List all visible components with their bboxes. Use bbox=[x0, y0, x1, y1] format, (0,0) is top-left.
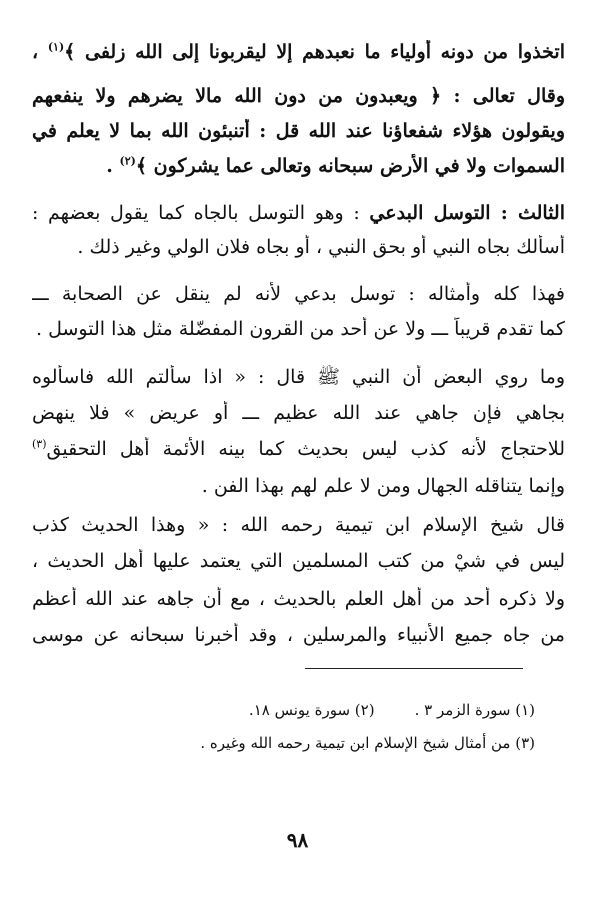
text-line: وما روي البعض أن النبي ﷺ قال : « اذا سألتم الله فاسألوه bbox=[32, 366, 565, 388]
text-line: وإنما يتناقله الجهال ومن لا علم لهم بهذا الفن . bbox=[201, 475, 565, 497]
text-line: ويقولون هؤلاء شفعاؤنا عند الله قل : أتنبئون الله بما لا يعلم في bbox=[32, 120, 565, 142]
text-line: كما تقدم قريباً ـــ ولا عن أحد من القرون المفضّلة مثل هذا التوسل . bbox=[36, 318, 565, 340]
text-line: بجاهي فإن جاهي عند الله عظيم ـــ أو عريض » فلا ينهض bbox=[32, 402, 565, 424]
section-heading: الثالث : التوسل البدعي bbox=[369, 202, 565, 224]
text-line: ولا ذكره أحد من أهل العلم بالحديث ، مع أن جاهه عند الله أعظم bbox=[32, 588, 565, 610]
footnote-separator bbox=[305, 668, 523, 669]
text-line: من جاه جميع الأنبياء والمرسلين ، وقد أخبرنا سبحانه عن موسى bbox=[32, 624, 565, 646]
text-line: وقال تعالى : ﴿ ويعبدون من دون الله مالا يضرهم ولا ينفعهم bbox=[32, 85, 565, 107]
text-line: فهذا كله وأمثاله : توسل بدعي لأنه لم ينقل عن الصحابة ـــ bbox=[32, 283, 565, 305]
page-number: ٩٨ bbox=[286, 828, 309, 852]
text-line: للاحتجاج لأنه كذب ليس بحديث كما بينه الأئمة أهل التحقيق$^{(٣)}$ bbox=[32, 437, 565, 460]
footnote: (٣) من أمثال شيخ الإسلام ابن تيمية رحمه الله وغيره . bbox=[200, 734, 535, 752]
footnote: (١) سورة الزمر ٣ .(٢) سورة يونس ١٨. bbox=[248, 701, 535, 719]
text-line: الثالث : التوسل البدعي : وهو التوسل بالجاه كما يقول بعضهم : bbox=[32, 202, 565, 224]
text-line: أسألك بجاه النبي أو بحق النبي ، أو بجاه فلان الولي وغير ذلك . bbox=[77, 236, 565, 258]
text-line: قال شيخ الإسلام ابن تيمية رحمه الله : « وهذا الحديث كذب bbox=[32, 514, 565, 536]
text-line: السموات ولا في الأرض سبحانه وتعالى عما يشركون ﴾$^{(٢)}$ . bbox=[106, 154, 565, 177]
text-line: اتخذوا من دونه أولياء ما نعبدهم إلا ليقربونا إلى الله زلفى ﴾$^{(١)}$ ، bbox=[32, 40, 565, 63]
text-line: ليس في شيْ من كتب المسلمين التي يعتمد عليها أهل الحديث ، bbox=[32, 550, 565, 572]
